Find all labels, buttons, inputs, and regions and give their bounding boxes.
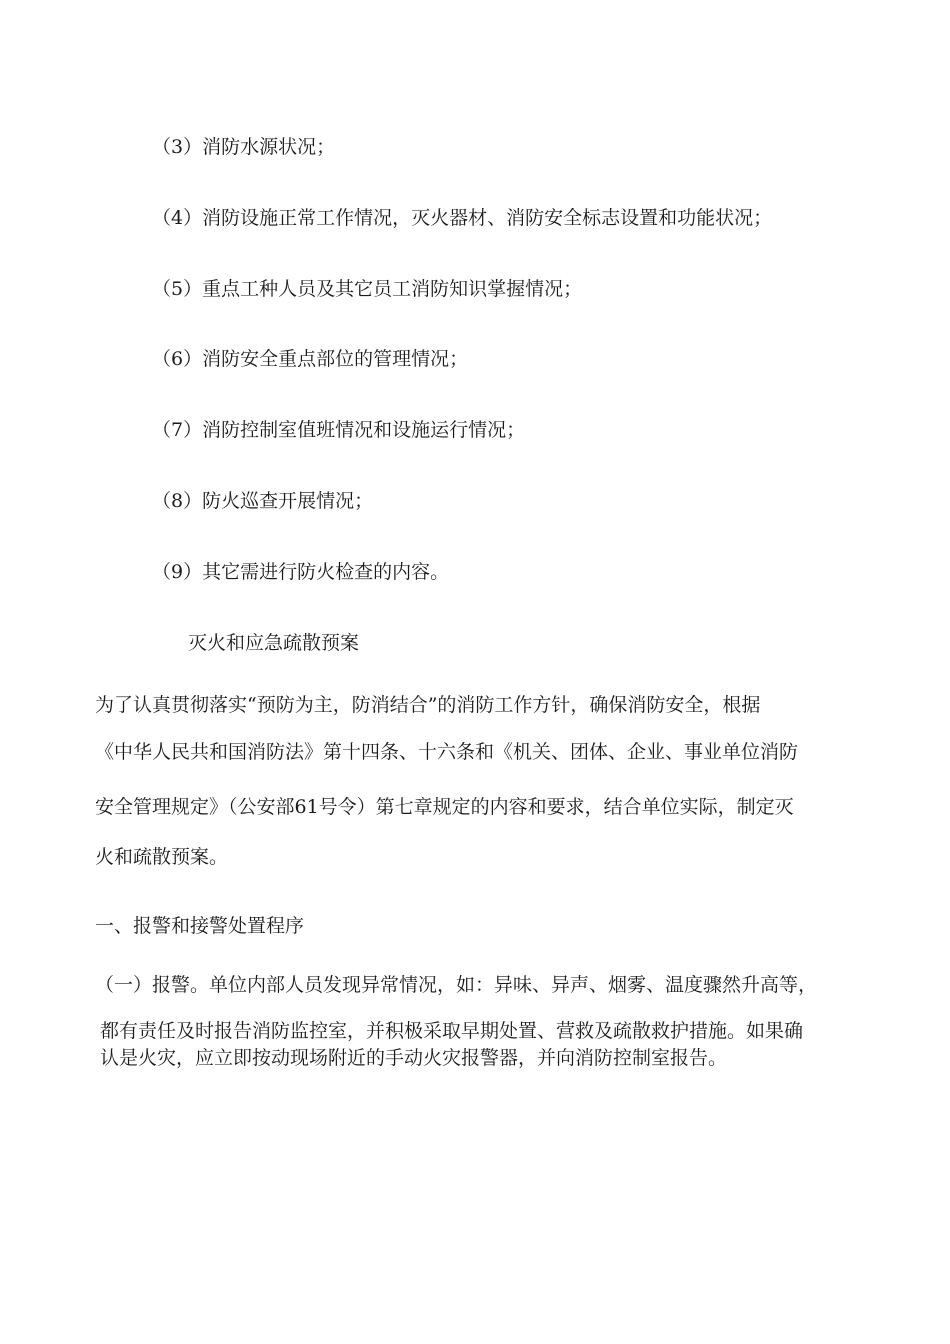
intro-line-2: 《中华人民共和国消防法》第十四条、十六条和《机关、团体、企业、事业单位消防 xyxy=(95,741,799,763)
checklist-item-7: （7）消防控制室值班情况和设施运行情况； xyxy=(152,419,526,441)
section-heading: 一、报警和接警处置程序 xyxy=(95,915,305,937)
intro-line-4: 火和疏散预案。 xyxy=(95,846,229,868)
checklist-item-3: （3）消防水源状况； xyxy=(152,136,336,158)
plan-title: 灭火和应急疏散预案 xyxy=(188,632,360,654)
checklist-item-8: （8）防火巡查开展情况； xyxy=(152,490,374,512)
alarm-line-3: 认是火灾，应立即按动现场附近的手动火灾报警器，并向消防控制室报告。 xyxy=(100,1047,728,1069)
intro-line-3: 安全管理规定》（公安部61号令）第七章规定的内容和要求，结合单位实际，制定灭 xyxy=(95,796,794,818)
intro-line-1: 为了认真贯彻落实“预防为主，防消结合”的消防工作方针，确保消防安全，根据 xyxy=(95,694,761,716)
checklist-item-5: （5）重点工种人员及其它员工消防知识掌握情况； xyxy=(152,278,583,300)
alarm-line-1: （一）报警。单位内部人员发现异常情况，如：异味、异声、烟雾、温度骤然升高等， xyxy=(95,974,818,996)
checklist-item-4: （4）消防设施正常工作情况，灭火器材、消防安全标志设置和功能状况； xyxy=(152,207,773,229)
alarm-line-2: 都有责任及时报告消防监控室，并积极采取早期处置、营救及疏散救护措施。如果确 xyxy=(100,1020,804,1042)
checklist-item-9: （9）其它需进行防火检查的内容。 xyxy=(152,561,450,583)
checklist-item-6: （6）消防安全重点部位的管理情况； xyxy=(152,348,469,370)
